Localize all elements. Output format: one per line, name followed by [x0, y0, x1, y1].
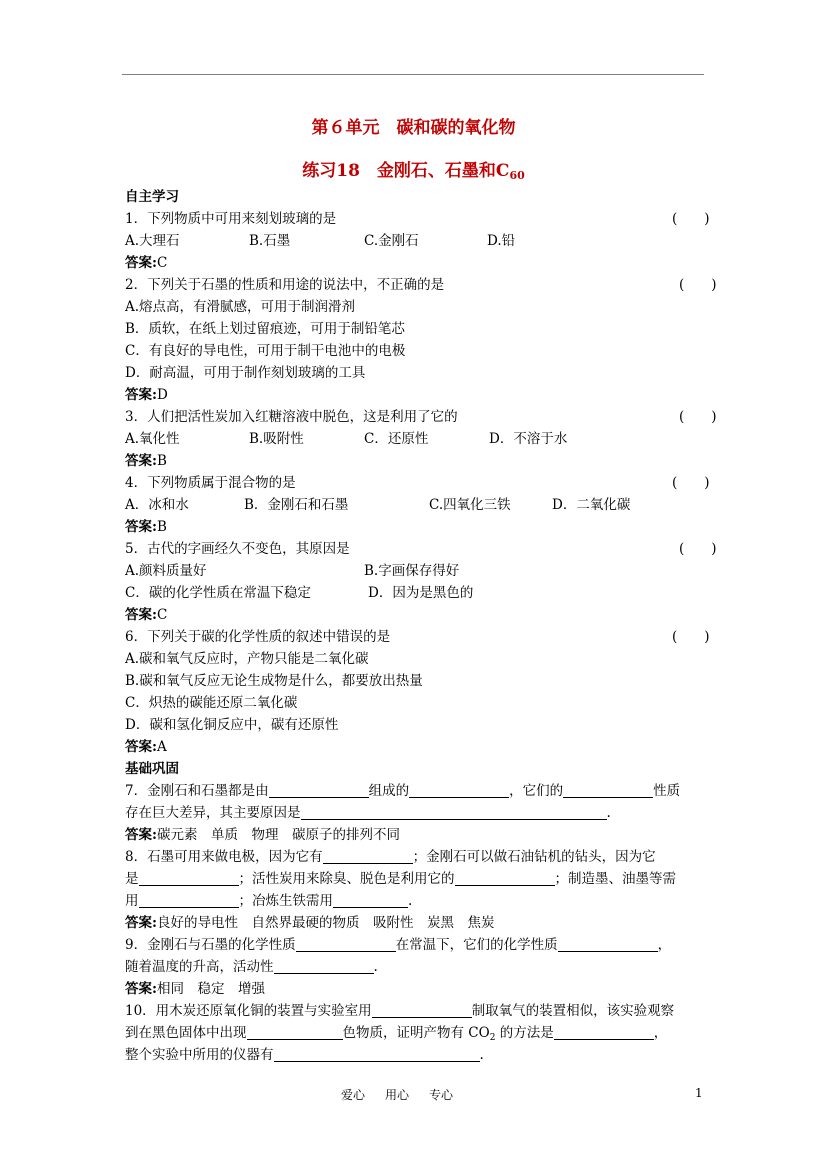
fill-blank[interactable] [301, 804, 607, 820]
q7-line2: 存在巨大差异，其主要原因是 . [125, 805, 611, 821]
fill-blank[interactable] [409, 782, 509, 798]
fill-blank[interactable] [372, 1002, 472, 1018]
fill-blank[interactable] [274, 1046, 480, 1062]
q9-line1: 9．金刚石与石墨的化学性质 在常温下，它们的化学性质 ， [125, 937, 672, 953]
q9-line2: 随着温度的升高，活动性 . [125, 959, 378, 975]
footer-motto: 爱心 用心 专心 [341, 1088, 454, 1102]
fill-blank[interactable] [296, 936, 396, 952]
q10-line1: 10．用木炭还原氧化铜的装置与实验室用 制取氧气的装置相似，该实验观察 [125, 1003, 675, 1019]
q5-options-cd: C．碳的化学性质在常温下稳定 D．因为是黑色的 [125, 585, 474, 601]
page-number: 1 [695, 1086, 703, 1100]
header-rule [122, 74, 704, 75]
fill-blank[interactable] [558, 936, 658, 952]
fill-blank[interactable] [333, 892, 408, 908]
q9-answer: 答案:相同 稳定 增强 [125, 981, 265, 997]
q6-option-b: B.碳和氧气反应无论生成物是什么，都要放出热量 [125, 673, 423, 689]
q2-option-b: B．质软，在纸上划过留痕迹，可用于制铅笔芯 [125, 321, 405, 337]
fill-blank[interactable] [274, 958, 374, 974]
fill-blank[interactable] [455, 870, 555, 886]
subscript-2: 2 [489, 1033, 496, 1043]
q10-line2: 到在黑色固体中出现 色物质，证明产物有 $CO_2$ 的方法是 ， [125, 1025, 668, 1043]
q8-line2: 是 ；活性炭用来除臭、脱色是利用它的 ；制造墨、油墨等需 [125, 871, 676, 887]
q8-line1: 8．石墨可用来做电极，因为它有 ；金刚石可以做石油钻机的钻头，因为它 [125, 849, 656, 865]
fill-blank[interactable] [554, 1024, 654, 1040]
q6-stem: 6．下列关于碳的化学性质的叙述中错误的是 ( ) [125, 629, 710, 645]
q2-option-d: D．耐高温，可用于制作刻划玻璃的工具 [125, 365, 366, 381]
q3-answer: 答案:B [125, 453, 167, 469]
q4-stem: 4．下列物质属于混合物的是 ( ) [125, 475, 710, 491]
q6-option-a: A.碳和氧气反应时，产物只能是二氧化碳 [125, 651, 369, 667]
q3-options: A.氧化性 B.吸附性 C．还原性 D．不溶于水 [125, 431, 568, 447]
q8-line3: 用 ；冶炼生铁需用 . [125, 893, 413, 909]
fill-blank[interactable] [139, 892, 239, 908]
q6-option-c: C．炽热的碳能还原二氧化碳 [125, 695, 298, 711]
q8-answer: 答案:良好的导电性 自然界最硬的物质 吸附性 炭黑 焦炭 [125, 915, 495, 931]
answer-paren: ( ) [672, 211, 710, 227]
q2-option-c: C．有良好的导电性，可用于制干电池中的电极 [125, 343, 406, 359]
q5-answer: 答案:C [125, 607, 168, 623]
q6-answer: 答案:A [125, 739, 167, 755]
q2-answer: 答案:D [125, 387, 168, 403]
question-list [125, 186, 717, 1066]
fill-blank[interactable] [139, 870, 239, 886]
q4-answer: 答案:B [125, 519, 167, 535]
q1-answer: 答案:C [125, 255, 168, 271]
q5-stem: 5．古代的字画经久不变色，其原因是 ( ) [125, 541, 717, 557]
q2-option-a: A.熔点高，有滑腻感，可用于制润滑剂 [125, 299, 356, 315]
fill-blank[interactable] [269, 782, 369, 798]
q5-options-ab: A.颜料质量好 B.字画保存得好 [125, 563, 460, 579]
q10-line3: 整个实验中所用的仪器有 . [125, 1047, 484, 1063]
q7-answer: 答案:碳元素 单质 物理 碳原子的排列不同 [125, 827, 400, 843]
q2-stem: 2．下列关于石墨的性质和用途的说法中，不正确的是 ( ) [125, 277, 717, 293]
q1-options: A.大理石 B.石墨 C.金刚石 D.铅 [125, 233, 516, 249]
unit-title: 第６单元 碳和碳的氧化物 [311, 118, 516, 138]
section-self-study: 自主学习 [125, 189, 179, 205]
fill-blank[interactable] [247, 1024, 343, 1040]
q1-stem: 1．下列物质中可用来刻划玻璃的是 ( ) [125, 208, 710, 230]
subscript-60: 60 [509, 169, 525, 182]
fill-blank[interactable] [323, 848, 413, 864]
q4-options: A．冰和水 B．金刚石和石墨 C.四氧化三铁 D．二氧化碳 [125, 497, 631, 513]
q3-stem: 3．人们把活性炭加入红糖溶液中脱色，这是利用了它的 ( ) [125, 409, 717, 425]
exercise-title: 练习18 金刚石、石墨和$C_{60}$ [302, 161, 525, 182]
fill-blank[interactable] [563, 782, 653, 798]
section-basic: 基础巩固 [125, 761, 179, 777]
q7-line1: 7．金刚石和石墨都是由 组成的 ，它们的 性质 [125, 783, 681, 799]
q6-option-d: D．碳和氢化铜反应中，碳有还原性 [125, 717, 339, 733]
